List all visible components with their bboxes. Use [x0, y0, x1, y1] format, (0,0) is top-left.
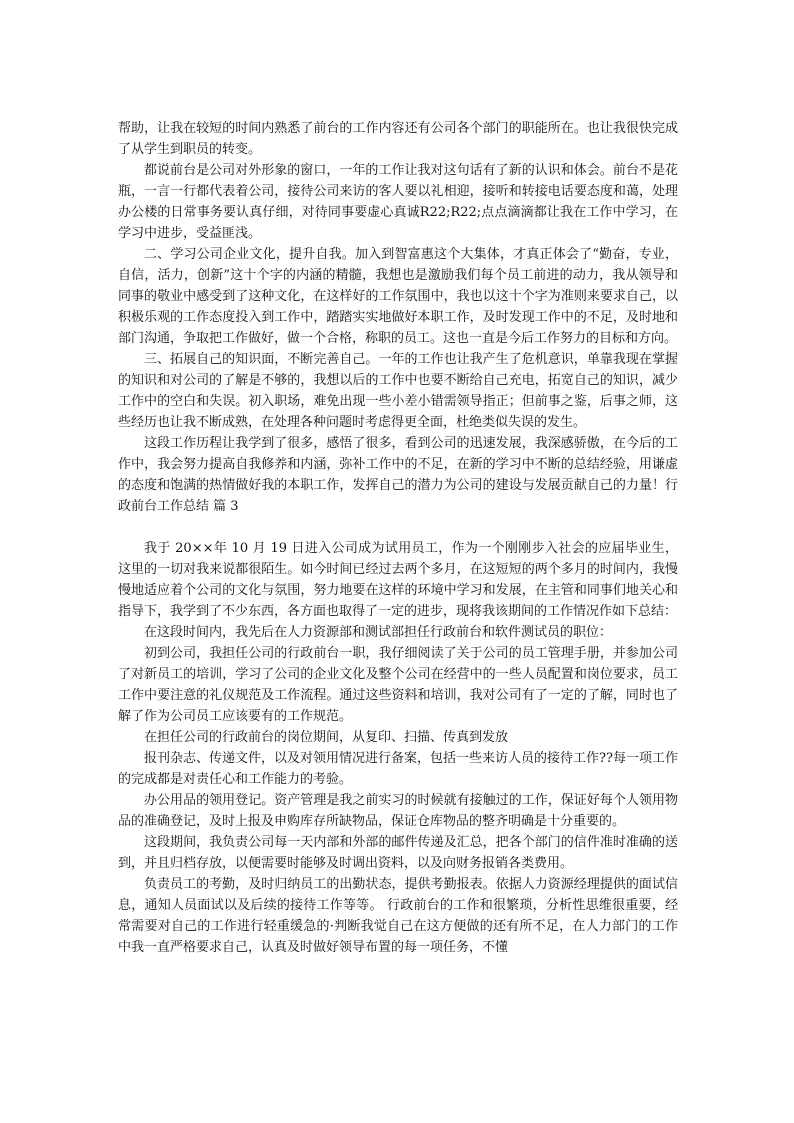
paragraph: 帮助，让我在较短的时间内熟悉了前台的工作内容还有公司各个部门的职能所在。也让我很快完成了从学生到职员的转变。 — [118, 121, 678, 157]
paragraph: 办公用品的领用登记。资产管理是我之前实习的时候就有接触过的工作，保证好每个人领用物品的准确登记，及时上报及申购库存所缺物品，保证仓库物品的整齐明确是十分重要的。 — [118, 793, 678, 829]
paragraph: 我于 20××年 10 月 19 日进入公司成为试用员工，作为一个刚刚步入社会的应届毕业生，这里的一切对我来说都很陌生。如今时间已经过去两个多月，在这短短的两个多月的时间内，我慢慢地适应着个公司的文化与氛围，努力地要在这样的环境中学习和发展，在主管和同事们地关心和指导下，我学到了不少东西，各方面也取得了一定的进步，现将我该期间的工作情况作如下总结： — [118, 541, 678, 619]
paragraph: 三、拓展自己的知识面，不断完善自己。一年的工作也让我产生了危机意识，单靠我现在掌握的知识和对公司的了解是不够的，我想以后的工作中也要不断给自己充电，拓宽自己的知识，减少工作中的空白和失误。初入职场，难免出现一些小差小错需领导指正；但前事之鉴，后事之师，这些经历也让我不断成熟，在处理各种问题时考虑得更全面，杜绝类似失误的发生。 — [118, 352, 678, 430]
paragraph: 初到公司，我担任公司的行政前台一职，我仔细阅读了关于公司的员工管理手册，并参加公司了对新员工的培训，学习了公司的企业文化及整个公司在经营中的一些人员配置和岗位要求，员工工作中要注意的礼仪规范及工作流程。通过这些资料和培训，我对公司有了一定的了解，同时也了解了作为公司员工应该要有的工作规范。 — [118, 646, 678, 724]
paragraph: 在担任公司的行政前台的岗位期间，从复印、扫描、传真到发放 — [144, 730, 509, 745]
paragraph: 负责员工的考勤，及时归纳员工的出勤状态，提供考勤报表。依据人力资源经理提供的面试信息，通知人员面试以及后续的接待工作等等。 行政前台的工作和很繁琐，分析性思维很重要，经常需要对自己的工作进行轻重缓急的·判断我觉自己在这方便做的还有所不足，在人力部门的工作中我一直严格要求自己，认真及时做好领导布置的每一项任务，不懂 — [118, 877, 678, 955]
paragraph: 都说前台是公司对外形象的窗口，一年的工作让我对这句话有了新的认识和体会。前台不是花瓶，一言一行都代表着公司，接待公司来访的客人要以礼相迎，接听和转接电话要态度和蔼，处理办公楼的日常事务要认真仔细，对待同事要虚心真诚R22;R22;点点滴滴都让我在工作中学习，在学习中进步，受益匪浅。 — [118, 163, 678, 241]
paragraph: 二、学习公司企业文化，提升自我。加入到智富惠这个大集体，才真正体会了“勤奋，专业，自信，活力，创新”这十个字的内涵的精髓，我想也是激励我们每个员工前进的动力，我从领导和同事的敬业中感受到了这种文化，在这样好的工作氛围中，我也以这十个字为准则来要求自己，以积极乐观的工作态度投入到工作中，踏踏实实地做好本职工作，及时发现工作中的不足，及时地和部门沟通，争取把工作做好，做一个合格，称职的员工。这也一直是今后工作努力的目标和方向。 — [118, 247, 678, 346]
paragraph: 报刊杂志、传递文件，以及对领用情况进行备案，包括一些来访人员的接待工作??每一项工作的完成都是对责任心和工作能力的考验。 — [118, 751, 678, 787]
document-page — [118, 118, 678, 958]
paragraph: 这段期间，我负责公司每一天内部和外部的邮件传递及汇总，把各个部门的信件准时准确的送到，并且归档存放，以便需要时能够及时调出资料，以及向财务报销各类费用。 — [118, 835, 678, 871]
blank-line — [118, 517, 678, 538]
paragraph: 这段工作历程让我学到了很多，感悟了很多，看到公司的迅速发展，我深感骄傲，在今后的工作中，我会努力提高自我修养和内涵，弥补工作中的不足，在新的学习中不断的总结经验，用谦虚的态度和饱满的热情做好我的本职工作，发挥自己的潜力为公司的建设与发展贡献自己的力量！行政前台工作总结 篇 3 — [118, 436, 678, 514]
paragraph: 在这段时间内，我先后在人力资源部和测试部担任行政前台和软件测试员的职位： — [144, 625, 613, 640]
